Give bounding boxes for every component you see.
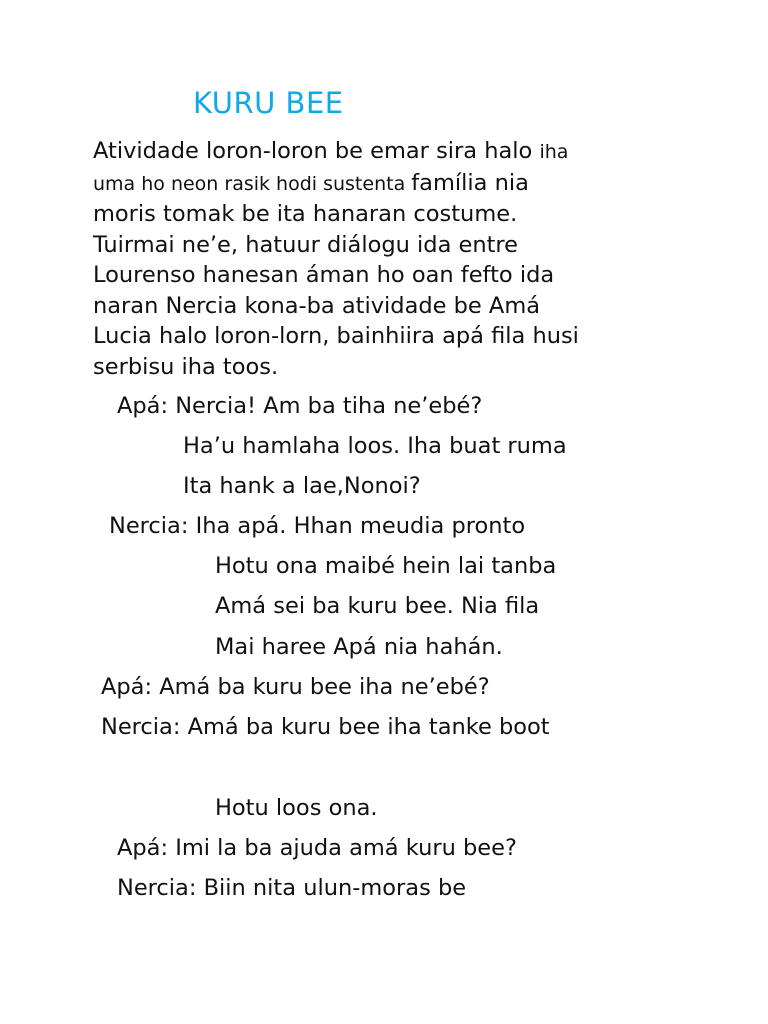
- dialogue-line: Apá: Amá ba kuru bee iha ne’ebé?: [101, 674, 490, 700]
- dialogue-line: Hotu ona maibé hein lai tanba: [215, 553, 557, 579]
- dialogue-line: Hotu loos ona.: [215, 795, 378, 821]
- intro-text: família nia: [411, 169, 529, 196]
- dialogue-line: Apá: Imi la ba ajuda amá kuru bee?: [117, 835, 517, 861]
- intro-line: Lucia halo loron-lorn, bainhiira apá fila husi: [93, 323, 579, 349]
- dialogue-line: Nercia: Iha apá. Hhan meudia pronto: [109, 513, 526, 539]
- dialogue-line: Nercia: Biin nita ulun-moras be: [117, 875, 467, 901]
- dialogue-line: Ita hank a lae,Nonoi?: [183, 473, 421, 499]
- intro-line: moris tomak be ita hanaran costume.: [93, 201, 518, 227]
- intro-line: [93, 136, 693, 168]
- intro-line: Lourenso hanesan áman ho oan fefto ida: [93, 262, 555, 288]
- intro-line: naran Nercia kona-ba atividade be Amá: [93, 292, 541, 319]
- dialogue-line: Ha’u hamlaha loos. Iha buat ruma: [183, 433, 567, 459]
- dialogue-line: Amá sei ba kuru bee. Nia fila: [215, 593, 540, 619]
- intro-line: [93, 168, 693, 200]
- document-title: KURU BEE: [193, 86, 344, 120]
- dialogue-line: Nercia: Amá ba kuru bee iha tanke boot: [101, 714, 550, 740]
- intro-text-small: iha: [539, 141, 569, 163]
- intro-text: Atividade loron-loron be emar sira halo: [93, 138, 540, 164]
- dialogue-line: Apá: Nercia! Am ba tiha ne’ebé?: [117, 393, 483, 419]
- intro-line: serbisu iha toos.: [93, 353, 279, 380]
- dialogue-line: Mai haree Apá nia hahán.: [215, 634, 503, 660]
- intro-paragraph: [93, 136, 693, 382]
- intro-line: Tuirmai ne’e, hatuur diálogu ida entre: [93, 231, 519, 258]
- intro-text-small: uma ho neon rasik hodi sustenta: [93, 172, 412, 195]
